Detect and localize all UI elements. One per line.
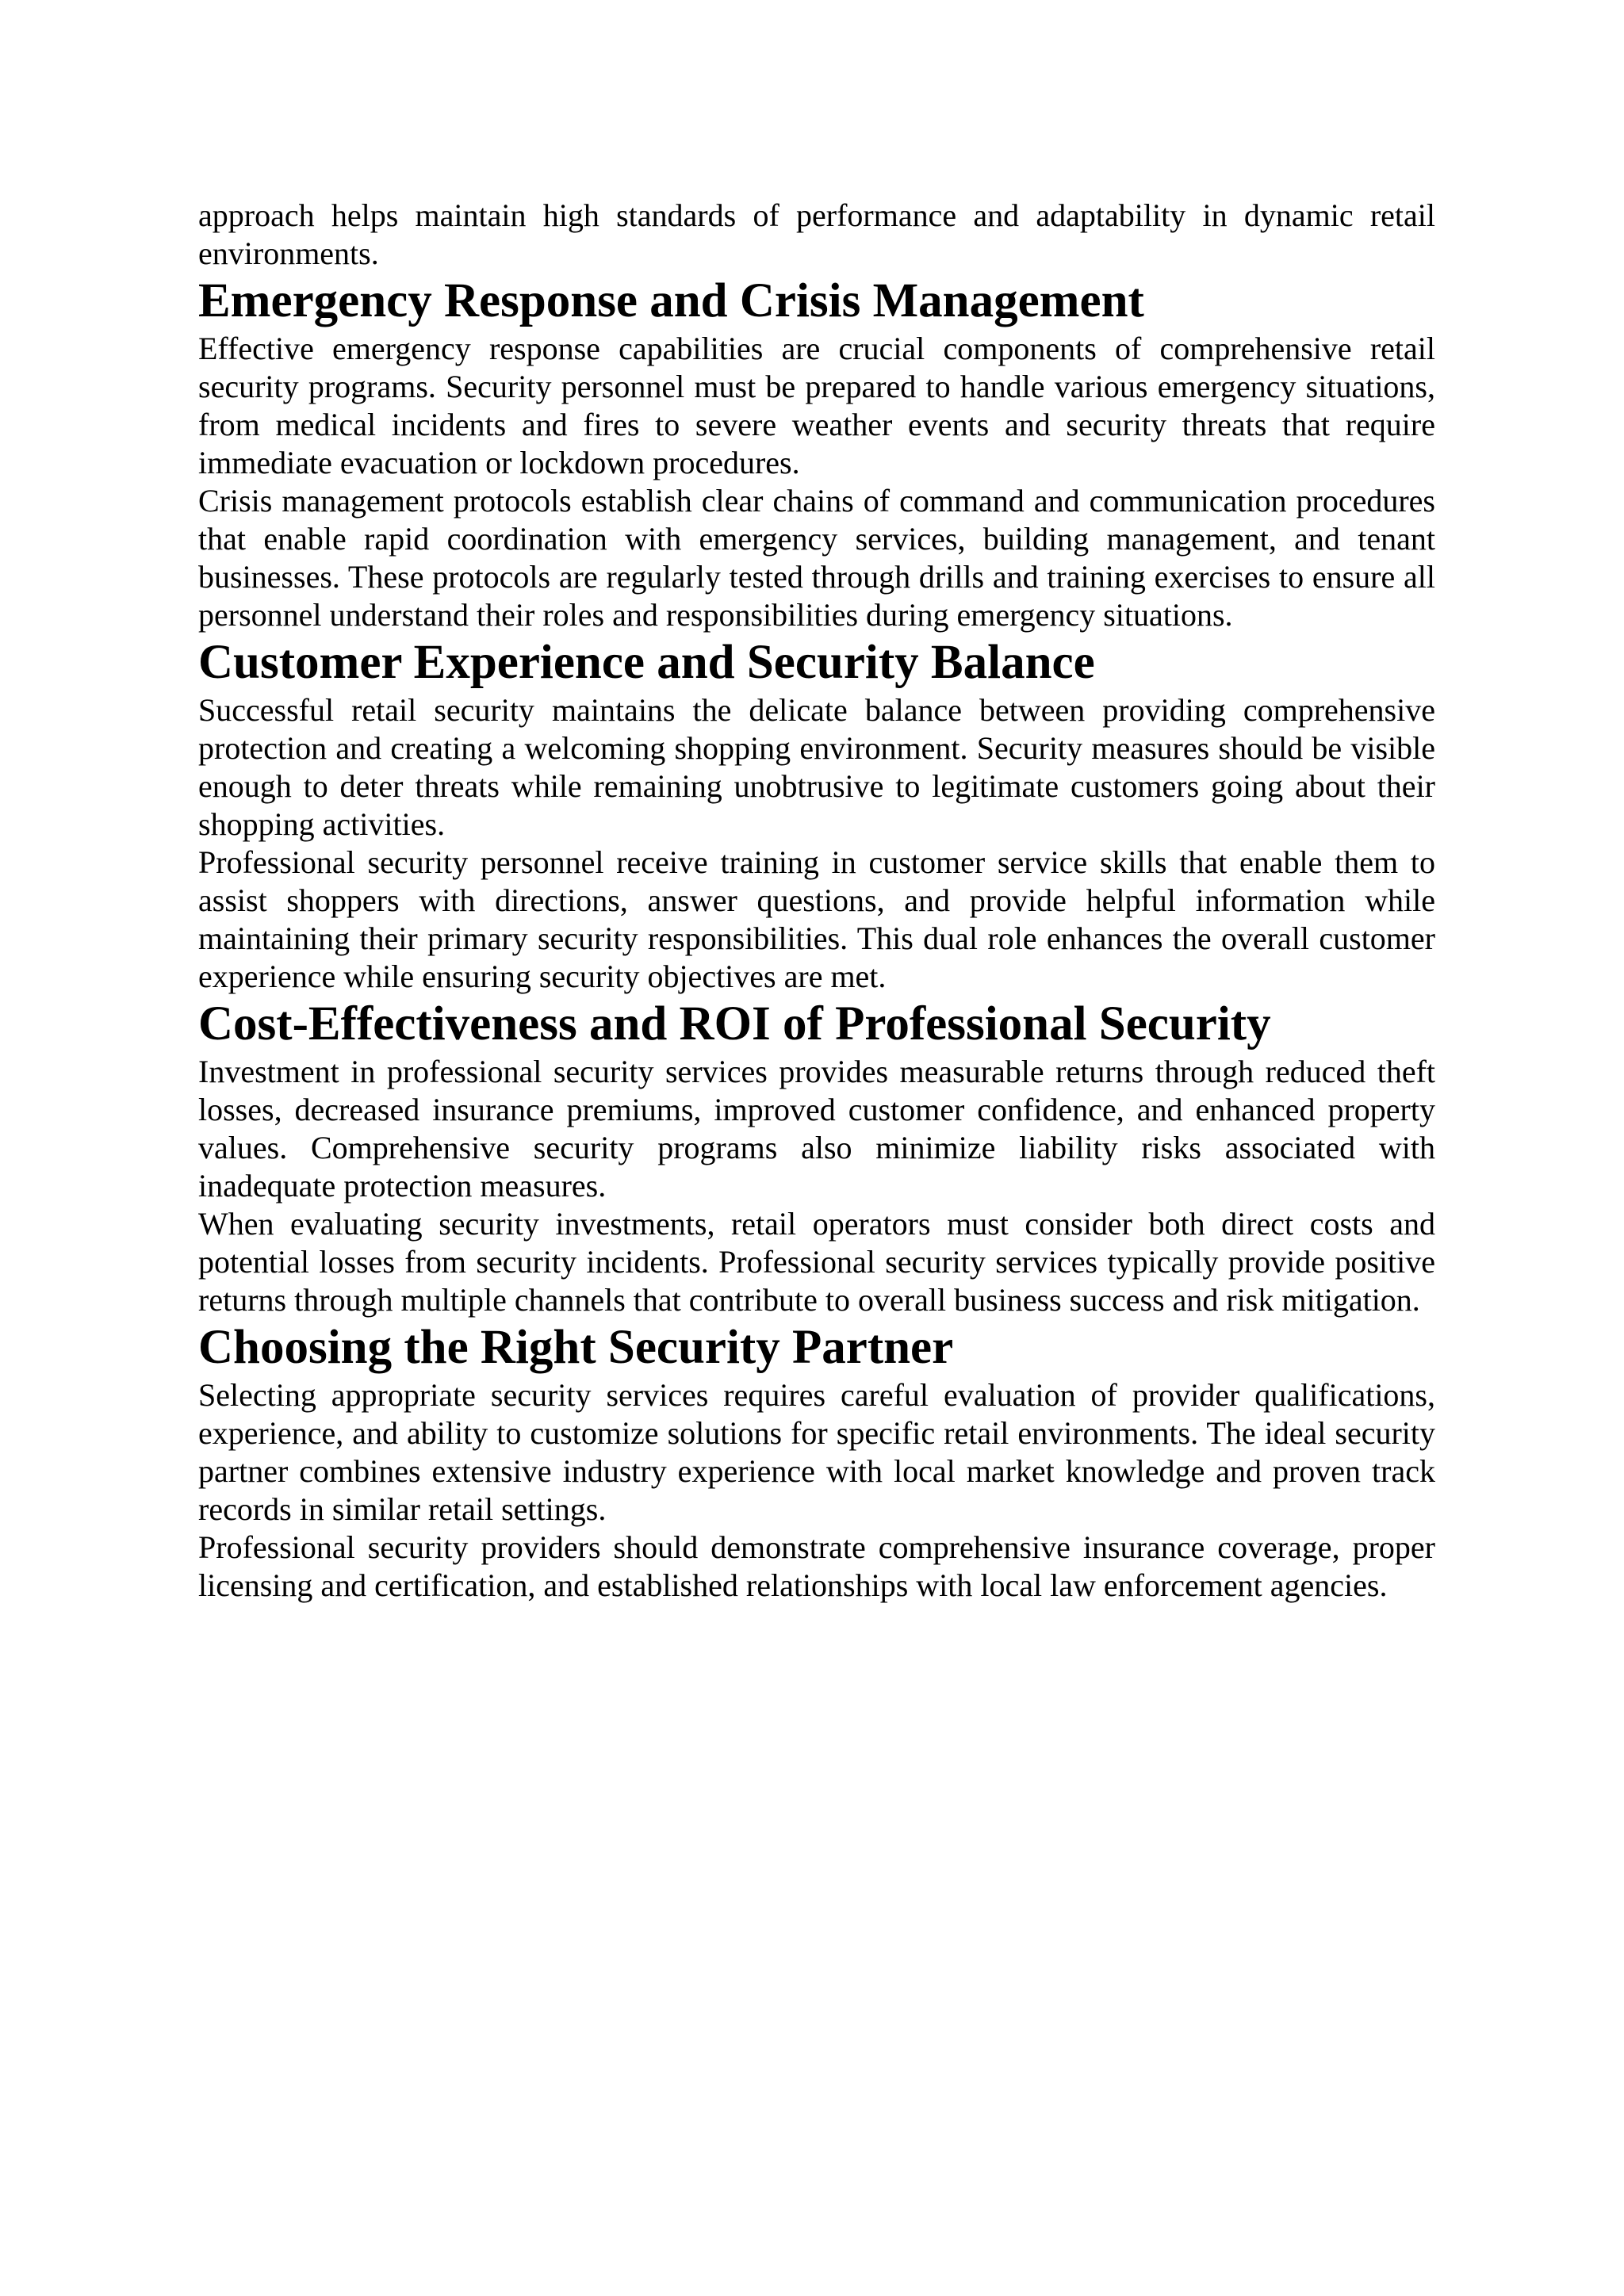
paragraph-performance-adaptability: approach helps maintain high standards of performance and adaptability in dynamic retail environments. [198, 197, 1435, 271]
heading-security-partner: Choosing the Right Security Partner [198, 1321, 954, 1374]
paragraph-evaluating-investments: When evaluating security investments, retail operators must consider both direct costs and potential losses from security incidents. Professional security services typically provide positive returns through multiple channels that contribute to overall business success and risk mitigation. [198, 1206, 1435, 1318]
paragraph-provider-requirements: Professional security providers should demonstrate comprehensive insurance coverage, proper licensing and certification, and established relationships with local law enforcement agencies. [198, 1529, 1435, 1603]
paragraph-emergency-capabilities: Effective emergency response capabilities are crucial components of comprehensive retail security programs. Security personnel must be prepared to handle various emergency situations, from medical incidents and fires to severe weather events and security threats that require immediate evacuation or lockdown procedures. [198, 331, 1435, 480]
heading-cost-effectiveness: Cost-Effectiveness and ROI of Professional Security [198, 997, 1271, 1050]
paragraph-selecting-services: Selecting appropriate security services requires careful evaluation of provider qualifications, experience, and ability to customize solutions for specific retail environments. The ideal security partner combines extensive industry experience with local market knowledge and proven track records in similar retail settings. [198, 1377, 1435, 1527]
paragraph-customer-service-training: Professional security personnel receive training in customer service skills that enable them to assist shoppers with directions, answer questions, and provide helpful information while maintaining their primary security responsibilities. This dual role enhances the overall customer experience while ensuring security objectives are met. [198, 844, 1435, 994]
paragraph-crisis-protocols: Crisis management protocols establish clear chains of command and communication procedures that enable rapid coordination with emergency services, building management, and tenant businesses. These protocols are regularly tested through drills and training exercises to ensure all personnel understand their roles and responsibilities during emergency situations. [198, 483, 1435, 633]
paragraph-security-balance: Successful retail security maintains the delicate balance between providing comprehensive protection and creating a welcoming shopping environment. Security measures should be visible enough to deter threats while remaining unobtrusive to legitimate customers going about their shopping activities. [198, 692, 1435, 842]
document-page [198, 197, 1435, 1605]
heading-emergency-response: Emergency Response and Crisis Management [198, 274, 1144, 327]
heading-customer-experience: Customer Experience and Security Balance [198, 636, 1095, 689]
paragraph-investment-returns: Investment in professional security services provides measurable returns through reduced theft losses, decreased insurance premiums, improved customer confidence, and enhanced property values. Comprehensive security programs also minimize liability risks associated with inadequate protection measures. [198, 1054, 1435, 1203]
